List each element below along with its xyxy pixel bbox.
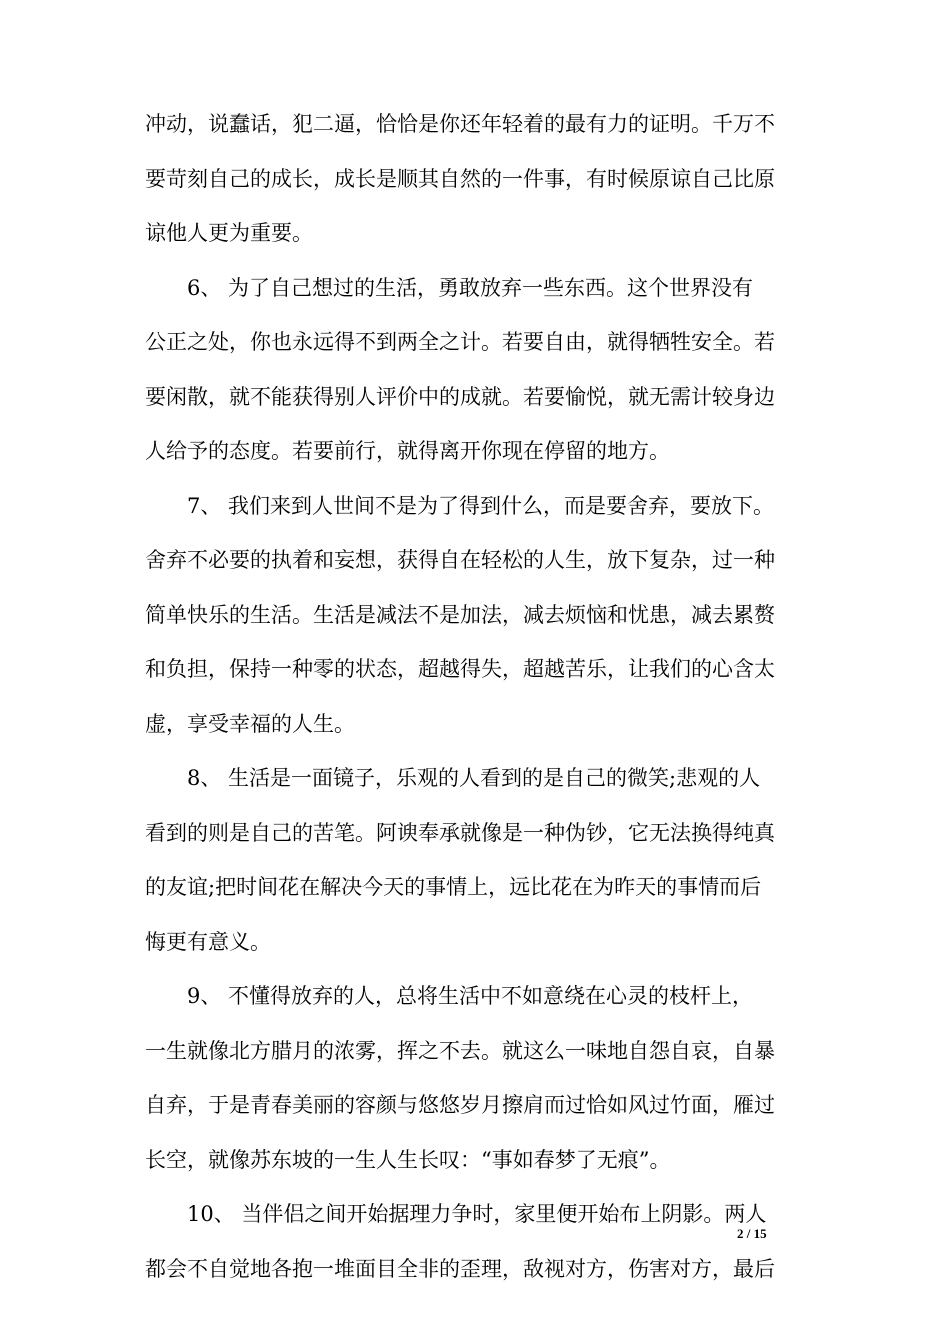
text-line: 悔更有意义。 — [145, 929, 271, 954]
text-line: 谅他人更为重要。 — [145, 221, 313, 245]
text-line: 公正之处，你也永远得不到两全之计。若要自由，就得牺牲安全。若 — [145, 330, 775, 354]
paragraph-start-7: 7、 我们来到人世间不是为了得到什么，而是要舍弃，要放下。 — [187, 493, 775, 518]
text-line: 冲动，说蠢话，犯二逼，恰恰是你还年轻着的最有力的证明。千万不 — [145, 112, 775, 136]
text-line: 自弃，于是青春美丽的容颜与悠悠岁月擦肩而过恰如风过竹面，雁过 — [145, 1093, 775, 1117]
body-text — [145, 97, 825, 1296]
text-line: 人给予的态度。若要前行，就得离开你现在停留的地方。 — [145, 439, 670, 463]
paragraph-start-8: 8、 生活是一面镜子，乐观的人看到的是自己的微笑;悲观的人 — [187, 766, 761, 790]
paragraph-start-10: 10、 当伴侣之间开始据理力争时，家里便开始布上阴影。两人 — [187, 1202, 767, 1226]
text-line: 都会不自觉地各抱一堆面目全非的歪理，敌视对方，伤害对方，最后 — [145, 1256, 775, 1281]
text-line: 要闲散，就不能获得别人评价中的成就。若要愉悦，就无需计较身边 — [145, 384, 775, 409]
text-line: 舍弃不必要的执着和妄想，获得自在轻松的人生，放下复杂，过一种 — [145, 548, 775, 572]
text-line: 和负担，保持一种零的状态，超越得失，超越苦乐，让我们的心含太 — [145, 657, 775, 681]
text-line: 一生就像北方腊月的浓雾，挥之不去。就这么一味地自怨自哀，自暴 — [145, 1038, 775, 1063]
text-line: 看到的则是自己的苦笔。阿谀奉承就像是一种伪钞，它无法换得纯真 — [145, 820, 775, 845]
text-line: 要苛刻自己的成长，成长是顺其自然的一件事，有时候原谅自己比原 — [145, 166, 775, 191]
text-line: 简单快乐的生活。生活是减法不是加法，减去烦恼和忧患，减去累赘 — [145, 602, 775, 627]
text-line: 长空，就像苏东坡的一生人生长叹：“事如春梦了无痕”。 — [145, 1147, 671, 1172]
paragraph-start-9: 9、 不懂得放弃的人，总将生活中不如意绕在心灵的枝杆上， — [187, 984, 754, 1008]
text-line: 虚，享受幸福的人生。 — [145, 711, 355, 736]
page-number: 2 / 15 — [737, 1226, 767, 1241]
paragraph-start-6: 6、 为了自己想过的生活，勇敢放弃一些东西。这个世界没有 — [187, 275, 754, 300]
text-line: 的友谊;把时间花在解决今天的事情上，远比花在为昨天的事情而后 — [145, 875, 762, 899]
